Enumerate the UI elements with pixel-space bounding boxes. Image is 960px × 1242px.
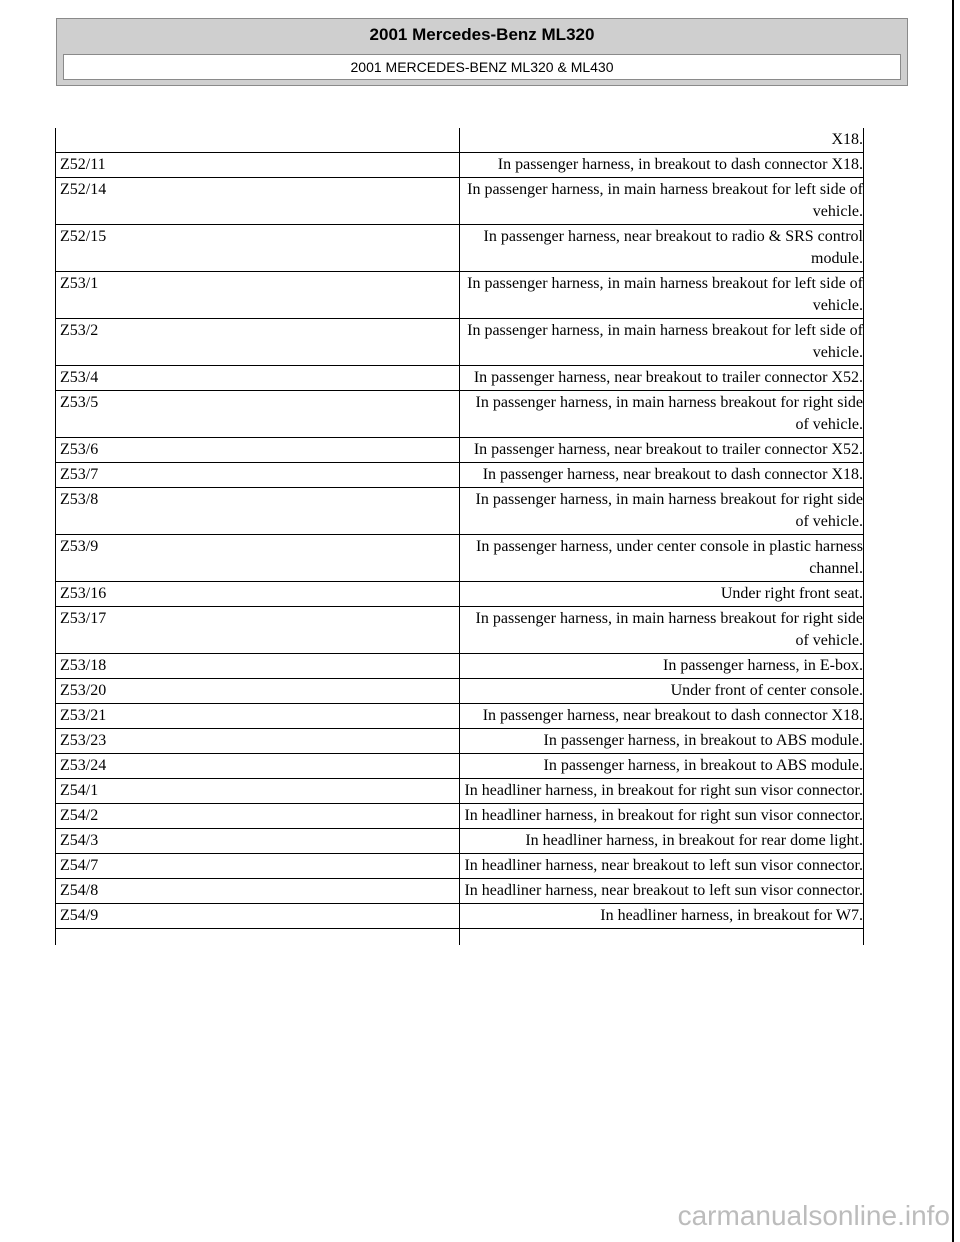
table-row	[56, 391, 864, 438]
table-row	[56, 582, 864, 607]
table-row	[56, 178, 864, 225]
document-title: 2001 Mercedes-Benz ML320	[369, 25, 595, 44]
location-cell: In passenger harness, near breakout to radio & SRS control module.	[460, 225, 864, 272]
location-cell: In passenger harness, near breakout to trailer connector X52.	[460, 438, 864, 463]
component-id-cell: Z53/20	[56, 679, 460, 704]
component-id-cell	[56, 128, 460, 153]
component-id-cell: Z53/21	[56, 704, 460, 729]
location-cell: X18.	[460, 128, 864, 153]
table-row	[56, 153, 864, 178]
component-id-cell: Z53/4	[56, 366, 460, 391]
table-row-continues	[56, 929, 864, 946]
table-row	[56, 754, 864, 779]
table-row	[56, 779, 864, 804]
component-id-cell: Z53/18	[56, 654, 460, 679]
table-row	[56, 704, 864, 729]
location-cell: In headliner harness, in breakout for right sun visor connector.	[460, 779, 864, 804]
component-id-cell: Z52/15	[56, 225, 460, 272]
location-cell: In passenger harness, near breakout to dash connector X18.	[460, 463, 864, 488]
table-row	[56, 607, 864, 654]
table-row	[56, 319, 864, 366]
component-id-cell: Z53/6	[56, 438, 460, 463]
component-id-cell: Z54/8	[56, 879, 460, 904]
table-row	[56, 272, 864, 319]
component-id-cell: Z53/5	[56, 391, 460, 438]
table-row	[56, 729, 864, 754]
component-id-cell: Z53/16	[56, 582, 460, 607]
location-cell: In passenger harness, in E-box.	[460, 654, 864, 679]
table-row	[56, 804, 864, 829]
table-row	[56, 488, 864, 535]
component-id-cell	[56, 929, 460, 946]
location-cell: In headliner harness, near breakout to left sun visor connector.	[460, 854, 864, 879]
location-cell: In passenger harness, in main harness breakout for left side of vehicle.	[460, 178, 864, 225]
table-row	[56, 679, 864, 704]
table-row	[56, 654, 864, 679]
component-id-cell: Z54/3	[56, 829, 460, 854]
table-row	[56, 535, 864, 582]
location-cell: In passenger harness, near breakout to dash connector X18.	[460, 704, 864, 729]
component-id-cell: Z53/9	[56, 535, 460, 582]
location-cell	[460, 929, 864, 946]
location-cell: Under right front seat.	[460, 582, 864, 607]
table-row	[56, 854, 864, 879]
component-id-cell: Z52/14	[56, 178, 460, 225]
document-header	[56, 18, 908, 86]
table-row-continued	[56, 128, 864, 153]
location-cell: In headliner harness, near breakout to left sun visor connector.	[460, 879, 864, 904]
component-id-cell: Z53/23	[56, 729, 460, 754]
component-id-cell: Z53/8	[56, 488, 460, 535]
location-cell: In passenger harness, in main harness breakout for right side of vehicle.	[460, 607, 864, 654]
table-row	[56, 879, 864, 904]
location-cell: In passenger harness, in breakout to ABS module.	[460, 729, 864, 754]
location-cell: In passenger harness, in main harness breakout for right side of vehicle.	[460, 391, 864, 438]
location-cell: In passenger harness, in breakout to ABS module.	[460, 754, 864, 779]
location-cell: Under front of center console.	[460, 679, 864, 704]
location-cell: In passenger harness, in main harness breakout for left side of vehicle.	[460, 319, 864, 366]
component-id-cell: Z53/24	[56, 754, 460, 779]
document-subtitle: 2001 MERCEDES-BENZ ML320 & ML430	[63, 54, 901, 80]
table-row	[56, 225, 864, 272]
location-cell: In passenger harness, in breakout to dash connector X18.	[460, 153, 864, 178]
splice-location-table	[55, 128, 864, 945]
component-id-cell: Z54/2	[56, 804, 460, 829]
watermark: carmanualsonline.info	[677, 1200, 950, 1231]
component-id-cell: Z53/7	[56, 463, 460, 488]
component-id-cell: Z54/7	[56, 854, 460, 879]
location-cell: In passenger harness, in main harness breakout for left side of vehicle.	[460, 272, 864, 319]
component-id-cell: Z53/1	[56, 272, 460, 319]
location-cell: In passenger harness, near breakout to trailer connector X52.	[460, 366, 864, 391]
location-cell: In headliner harness, in breakout for W7.	[460, 904, 864, 929]
location-cell: In passenger harness, in main harness breakout for right side of vehicle.	[460, 488, 864, 535]
table-row	[56, 904, 864, 929]
table-row	[56, 438, 864, 463]
table-row	[56, 366, 864, 391]
component-id-cell: Z53/17	[56, 607, 460, 654]
component-id-cell: Z52/11	[56, 153, 460, 178]
component-id-cell: Z53/2	[56, 319, 460, 366]
location-cell: In headliner harness, in breakout for right sun visor connector.	[460, 804, 864, 829]
component-id-cell: Z54/1	[56, 779, 460, 804]
location-cell: In headliner harness, in breakout for rear dome light.	[460, 829, 864, 854]
table-row	[56, 463, 864, 488]
table-row	[56, 829, 864, 854]
location-cell: In passenger harness, under center console in plastic harness channel.	[460, 535, 864, 582]
component-id-cell: Z54/9	[56, 904, 460, 929]
